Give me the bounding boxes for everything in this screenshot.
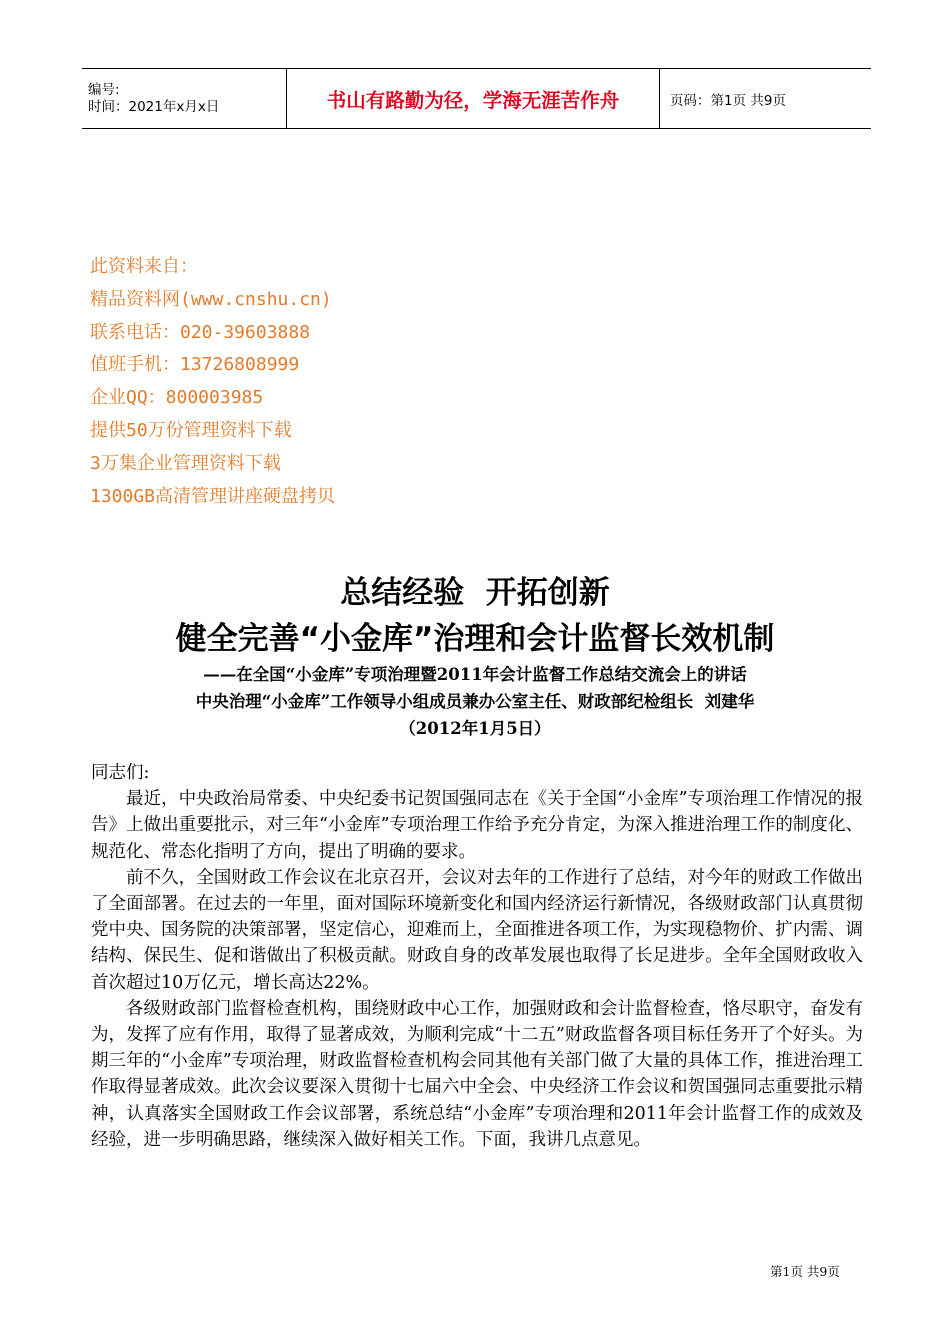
promo-line: 精品资料网(www.cnshu.cn) [90, 288, 332, 310]
body-paragraph: 最近，中央政治局常委、中央纪委书记贺国强同志在《关于全国“小金库”专项治理工作情况的报告》上做出重要批示，对三年“小金库”专项治理工作给予充分肯定，为深入推进治理工作的制度化、规范化、常态化指明了方向，提出了明确的要求。 [91, 789, 863, 862]
promo-line: 1300GB高清管理讲座硬盘拷贝 [90, 485, 336, 507]
greeting: 同志们: [91, 763, 150, 783]
page-header [82, 68, 871, 129]
document-body [91, 760, 863, 1153]
promo-line: 3万集企业管理资料下载 [90, 452, 281, 474]
promo-line: 提供50万份管理资料下载 [90, 419, 292, 441]
header-meta [82, 69, 287, 129]
promo-line: 企业QQ：800003985 [90, 387, 264, 409]
promo-line: 值班手机：13726808999 [90, 354, 300, 376]
document-title-line1: 总结经验 开拓创新 [340, 575, 610, 611]
document-time-label: 时间：2021年x月x日 [88, 98, 220, 115]
header-motto: 书山有路勤为径，学海无涯苦作舟 [287, 69, 660, 129]
header-page-number: 页码：第1页 共9页 [660, 69, 872, 129]
body-paragraph: 各级财政部门监督检查机构，围绕财政中心工作，加强财政和会计监督检查，恪尽职守，奋发有为，发挥了应有作用，取得了显著成效，为顺利完成“十二五”财政监督各项目标任务开了个好头。为期三年的“小金库”专项治理，财政监督检查机构会同其他有关部门做了大量的具体工作，推进治理工作取得显著成效。此次会议要深入贯彻十七届六中全会、中央经济工作会议和贺国强同志重要批示精神，认真落实全国财政工作会议部署，系统总结“小金库”专项治理和2011年会计监督工作的成效及经验，进一步明确思路，继续深入做好相关工作。下面，我讲几点意见。 [91, 998, 863, 1150]
promo-block [90, 251, 335, 513]
document-speaker: 中央治理“小金库”工作领导小组成员兼办公室主任、财政部纪检组长 刘建华 [195, 692, 755, 711]
page-footer: 第1页 共9页 [770, 1264, 840, 1279]
promo-line: 联系电话：020-39603888 [90, 321, 311, 343]
document-title-line2: 健全完善“小金库”治理和会计监督长效机制 [175, 621, 775, 657]
document-number-label: 编号: [88, 81, 120, 98]
body-paragraph: 前不久，全国财政工作会议在北京召开，会议对去年的工作进行了总结，对今年的财政工作做出了全面部署。在过去的一年里，面对国际环境新变化和国内经济运行新情况，各级财政部门认真贯彻党中央、国务院的决策部署，坚定信心，迎难而上，全面推进各项工作，为实现稳物价、扩内需、调结构、保民生、促和谐做出了积极贡献。财政自身的改革发展也取得了长足进步。全年全国财政收入首次超过10万亿元，增长高达22%。 [91, 867, 863, 993]
promo-line: 此资料来自： [90, 256, 198, 277]
document-date: （2012年1月5日） [399, 719, 551, 738]
document-subtitle: ——在全国“小金库”专项治理暨2011年会计监督工作总结交流会上的讲话 [203, 665, 747, 684]
